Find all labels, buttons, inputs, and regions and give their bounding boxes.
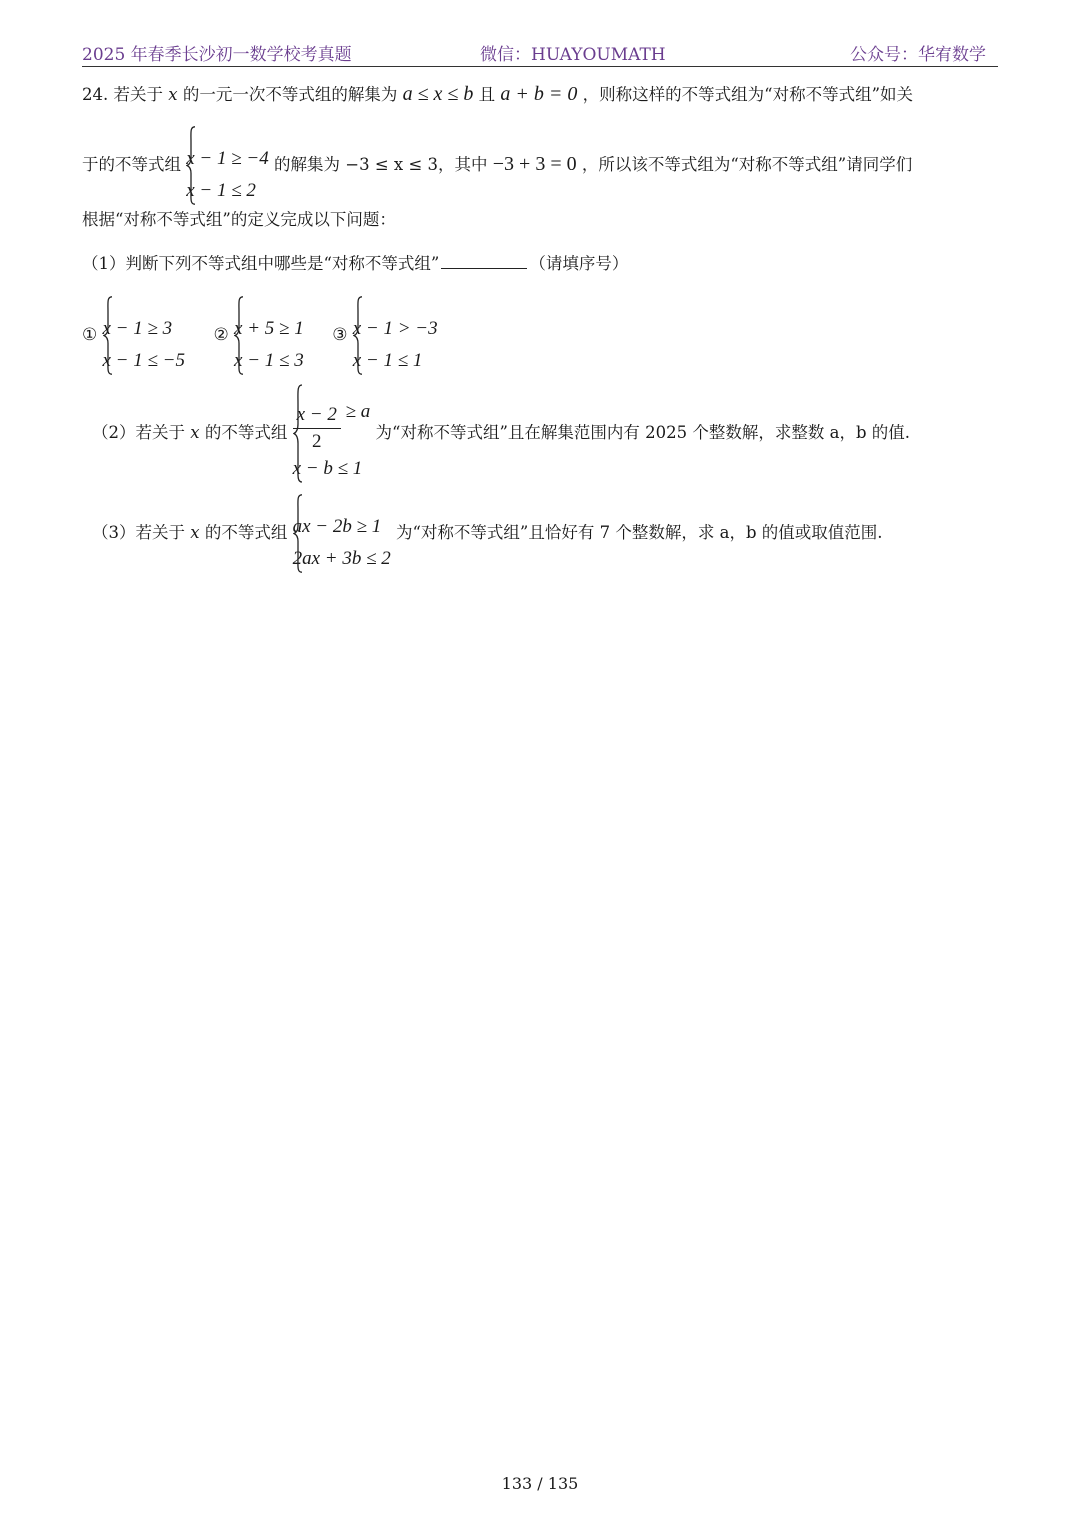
- intro-line-1: [82, 84, 913, 104]
- example-system: [186, 124, 269, 207]
- brace-icon: [293, 494, 303, 573]
- system-row: x − 1 ≤ 3: [234, 350, 304, 371]
- brace-icon: [186, 126, 196, 205]
- option-3-system: [353, 294, 438, 377]
- question-3-text: 为“对称不等式组”且恰好有 7 个整数解，求 a，b 的值或取值范围.: [396, 523, 883, 542]
- system-row: x − 1 ≥ 3: [102, 318, 173, 339]
- intro-text: ，所以该不等式组为“对称不等式组”请同学们: [581, 155, 913, 174]
- page-header: [82, 36, 998, 67]
- solution-set-formula: a ≤ x ≤ b: [402, 83, 474, 105]
- intro-text: 于的不等式组: [82, 155, 181, 174]
- question-3-text: 的不等式组: [204, 523, 288, 542]
- system-row: [293, 401, 371, 453]
- var-x: x: [168, 85, 178, 104]
- system-row: x − 1 > −3: [352, 318, 438, 339]
- header-wechat: 微信：HUAYOUMATH: [480, 45, 666, 65]
- question-2-system: [293, 382, 371, 485]
- page-number: 133 / 135: [501, 1474, 579, 1493]
- question-3-text: （3）若关于: [92, 523, 185, 542]
- intro-text: ，则称这样的不等式组为“对称不等式组”如关: [582, 85, 914, 104]
- option-3-label: ③: [332, 325, 348, 345]
- example-sum-formula: −3 + 3 = 0: [492, 153, 577, 175]
- question-1-tail: （请填序号）: [529, 254, 629, 273]
- system-row: x − b ≤ 1: [292, 458, 363, 479]
- brace-icon: [353, 296, 363, 375]
- option-2-label: ②: [213, 325, 229, 345]
- var-x: x: [190, 523, 200, 542]
- intro-text: 的解集为 −3 ≤ x ≤ 3，其中: [274, 155, 488, 174]
- intro-text: 24. 若关于: [82, 85, 163, 104]
- system-row: ax − 2b ≥ 1: [292, 516, 382, 537]
- system-row: x − 1 ≥ −4: [186, 148, 269, 169]
- question-2-text: （2）若关于: [92, 423, 185, 442]
- fraction-denominator: 2: [311, 431, 322, 453]
- option-1-label: ①: [82, 325, 98, 345]
- system-row: x − 1 ≤ 1: [352, 350, 423, 371]
- intro-line-2: [82, 124, 912, 207]
- question-2-text: 为“对称不等式组”且在解集范围内有 2025 个整数解，求整数 a，b 的值.: [375, 423, 911, 442]
- question-3: [92, 492, 883, 575]
- intro-text: 且: [478, 85, 496, 104]
- question-1-options: [82, 294, 438, 377]
- intro-line-3: 根据“对称不等式组”的定义完成以下问题：: [82, 210, 396, 229]
- question-2-text: 的不等式组: [204, 423, 288, 442]
- inequality-rhs: ≥ a: [345, 401, 371, 422]
- system-row: 2ax + 3b ≤ 2: [292, 548, 391, 569]
- brace-icon: [234, 296, 244, 375]
- header-account: 公众号：华宥数学: [850, 45, 986, 65]
- system-row: x − 1 ≤ 2: [186, 180, 256, 201]
- intro-text: 的一元一次不等式组的解集为: [182, 85, 398, 104]
- header-title: 2025 年春季长沙初一数学校考真题: [82, 45, 352, 65]
- brace-icon: [293, 384, 303, 483]
- question-2: [92, 382, 910, 485]
- system-row: x − 1 ≤ −5: [102, 350, 186, 371]
- answer-blank[interactable]: [441, 254, 527, 269]
- question-3-system: [293, 492, 391, 575]
- question-1-text: （1）判断下列不等式组中哪些是“对称不等式组”: [82, 254, 440, 273]
- fraction-numerator: x − 2: [293, 404, 341, 429]
- brace-icon: [103, 296, 113, 375]
- sum-zero-formula: a + b = 0: [500, 83, 578, 105]
- option-2-system: [234, 294, 304, 377]
- question-1: [82, 254, 628, 273]
- option-1-system: [103, 294, 186, 377]
- var-x: x: [190, 423, 200, 442]
- system-row: x + 5 ≥ 1: [234, 318, 304, 339]
